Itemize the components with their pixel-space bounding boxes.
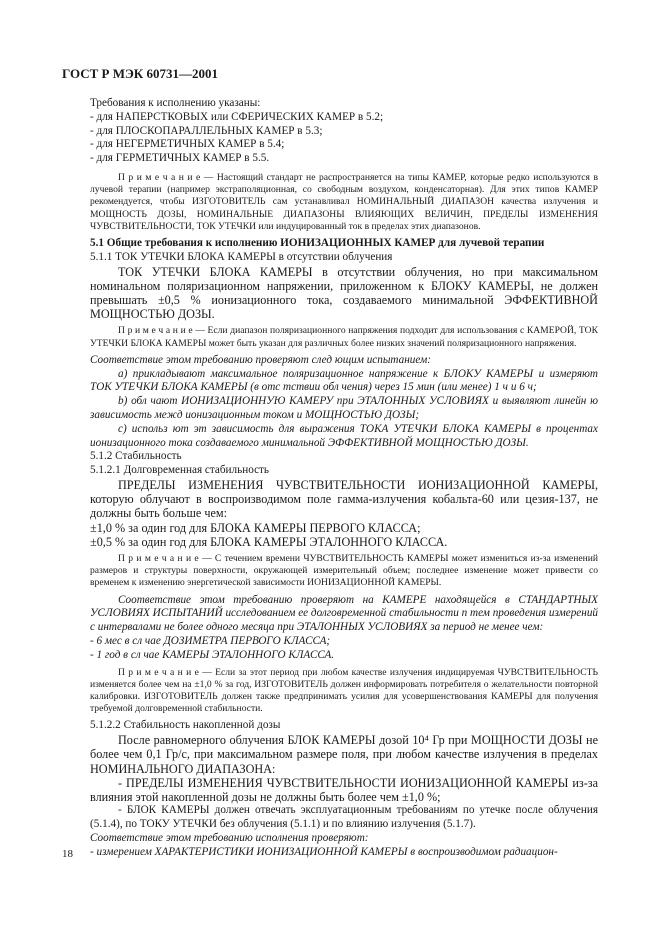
subsection-heading: 5.1.2.2 Стабильность накопленной дозы — [90, 719, 281, 732]
compliance-item: - 6 мес в сл чае ДОЗИМЕТРА ПЕРВОГО КЛАССА; — [90, 635, 331, 647]
list-item: ±1,0 % за один год для БЛОКА КАМЕРЫ ПЕРВОГО КЛАССА; — [90, 520, 421, 535]
compliance-text: Соответствие этом требованию исполнения проверяют: — [90, 831, 369, 844]
subsection-heading: 5.1.1 ТОК УТЕЧКИ БЛОКА КАМЕРЫ в отсутствии облучения — [90, 250, 393, 263]
subsection-heading: 5.1.2.1 Долговременная стабильность — [90, 464, 270, 477]
paragraph: Требования к исполнению указаны: — [90, 97, 261, 109]
compliance-item: а) прикладывают максимальное поляризационное напряжение к БЛОКУ КАМЕРЫ и измеряют ТОК УТЕЧКИ БЛОКА КАМЕРЫ (в отс тствии обл чения) через 15 мин (или менее) 1 ч и 6 ч; — [90, 367, 598, 394]
standard-header: ГОСТ Р МЭК 60731—2001 — [62, 66, 218, 81]
list-item: - ПРЕДЕЛЫ ИЗМЕНЕНИЯ ЧУВСТВИТЕЛЬНОСТИ ИОНИЗАЦИОННОЙ КАМЕРЫ из-за влияния этой накопленной дозы не должны быть более чем ±1,0 %; — [90, 775, 598, 805]
paragraph: ТОК УТЕЧКИ БЛОКА КАМЕРЫ в отсутствии облучения, но при максимальном номинальном поляризационном напряжении, приложенном к БЛОКУ КАМЕРЫ, не должен превышать ±0,5 % ионизационного тока, создаваемого минимальной ЭФФЕКТИВНОЙ МОЩНОСТЬЮ ДОЗЫ. — [90, 264, 598, 322]
paragraph: После равномерного облучения БЛОК КАМЕРЫ дозой 10⁴ Гр при МОЩНОСТИ ДОЗЫ не более чем 0,1 Гр/с, при максимальном размере поля, при любом качестве излучения в пределах НОМИНАЛЬНОГО ДИАПАЗОНА: — [90, 733, 598, 776]
paragraph: ПРЕДЕЛЫ ИЗМЕНЕНИЯ ЧУВСТВИТЕЛЬНОСТИ ИОНИЗАЦИОННОЙ КАМЕРЫ, которую облучают в воспроизводимом поле гамма-излучения кобальта-60 или цезия-137, не должны быть больше чем: — [90, 477, 598, 521]
list-item: ±0,5 % за один год для БЛОКА КАМЕРЫ ЭТАЛОННОГО КЛАССА. — [90, 534, 448, 549]
compliance-item: b) обл чают ИОНИЗАЦИОННУЮ КАМЕРУ при ЭТАЛОННЫХ УСЛОВИЯХ и выявляют линейн ю зависимость межд ионизационным током и МОЩНОСТЬЮ ДОЗЫ; — [90, 395, 598, 421]
document-body — [90, 97, 598, 859]
section-heading: 5.1 Общие требования к исполнению ИОНИЗАЦИОННЫХ КАМЕР для лучевой терапии — [90, 237, 545, 249]
note: П р и м е ч а н и е — Если диапазон поляризационного напряжения подходит для использования с КАМЕРОЙ, ТОК УТЕЧКИ БЛОКА КАМЕРЫ может быть указан для различных более низких значений поляризационного напряжения. — [90, 325, 598, 349]
note: П р и м е ч а н и е — Если за этот период при любом качестве излучения индицируемая ЧУВСТВИТЕЛЬНОСТЬ изменяется более чем на ±1,0 % за год, ИЗГОТОВИТЕЛЬ должен информировать потребителя о желательности повторной калибровки. ИЗГОТОВИТЕЛЬ должен также предпринимать усилия для усовершенствования КАМЕРЫ для получения требуемой долговременной стабильности. — [90, 666, 598, 715]
compliance-item: с) использ ют эт зависимость для выражения ТОКА УТЕЧКИ БЛОКА КАМЕРЫ в процентах ионизационного тока создаваемого минимальной ЭФФЕКТИВНОЙ МОЩНОСТЬЮ ДОЗЫ. — [90, 422, 598, 449]
list-item: - БЛОК КАМЕРЫ должен отвечать эксплуатационным требованиям по утечке после облучения (5.1.4), по ТОКУ УТЕЧКИ без облучения (5.1.1) и по влиянию излучения (5.1.7). — [90, 804, 598, 831]
list-item: - для ПЛОСКОПАРАЛЛЕЛЬНЫХ КАМЕР в 5.3; — [90, 124, 323, 137]
compliance-text: Соответствие этом требованию проверяют след ющим испытанием: — [90, 353, 431, 366]
compliance-text: Соответствие этом требованию проверяют на КАМЕРЕ находящейся в СТАНДАРТНЫХ УСЛОВИЯХ ИСПЫТАНИЙ исследованием ее долговременной стабильности п тем проведения измерений с интервалами не более одного месяца при ЭТАЛОННЫХ УСЛОВИЯХ за период не менее чем: — [90, 593, 599, 634]
note: П р и м е ч а н и е — С течением времени ЧУВСТВИТЕЛЬНОСТЬ КАМЕРЫ может измениться из-за изменений размеров и структуры поверхности, окружающей измерительный объем; последнее изменение может привести со временем к изменению энергетической зависимости ИОНИЗАЦИОННОЙ КАМЕРЫ. — [90, 553, 598, 589]
compliance-item: - 1 год в сл чае КАМЕРЫ ЭТАЛОННОГО КЛАССА. — [90, 648, 335, 661]
list-item: - для НАПЕРСТКОВЫХ или СФЕРИЧЕСКИХ КАМЕР в 5.2; — [90, 110, 384, 123]
subsection-heading: 5.1.2 Стабильность — [90, 450, 182, 463]
list-item: - для ГЕРМЕТИЧНЫХ КАМЕР в 5.5. — [90, 152, 270, 165]
note: П р и м е ч а н и е — Настоящий стандарт не распространяется на типы КАМЕР, которые редко используются в лучевой терапии (например экстраполяционная, со свободным воздухом, конденсаторная). Для этих типов КАМЕР рекомендуется, чтобы ИЗГОТОВИТЕЛЬ сам устанавливал НОМИНАЛЬНЫЙ ДИАПАЗОН качества излучения и МОЩНОСТЬ ДОЗЫ, НОМИНАЛЬНЫЕ ДИАПАЗОНЫ ВЛИЯЮЩИХ ВЕЛИЧИН, ПРЕДЕЛЫ ИЗМЕНЕНИЯ ЧУВСТВИТЕЛЬНОСТИ, ТОК УТЕЧКИ или индуцированный ток в пределах этих диапазонов. — [90, 171, 598, 232]
page-number: 18 — [62, 848, 73, 860]
list-item: - для НЕГЕРМЕТИЧНЫХ КАМЕР в 5.4; — [90, 138, 285, 151]
compliance-item: - измерением ХАРАКТЕРИСТИКИ ИОНИЗАЦИОННОЙ КАМЕРЫ в воспроизводимом радиацион- — [90, 845, 558, 858]
